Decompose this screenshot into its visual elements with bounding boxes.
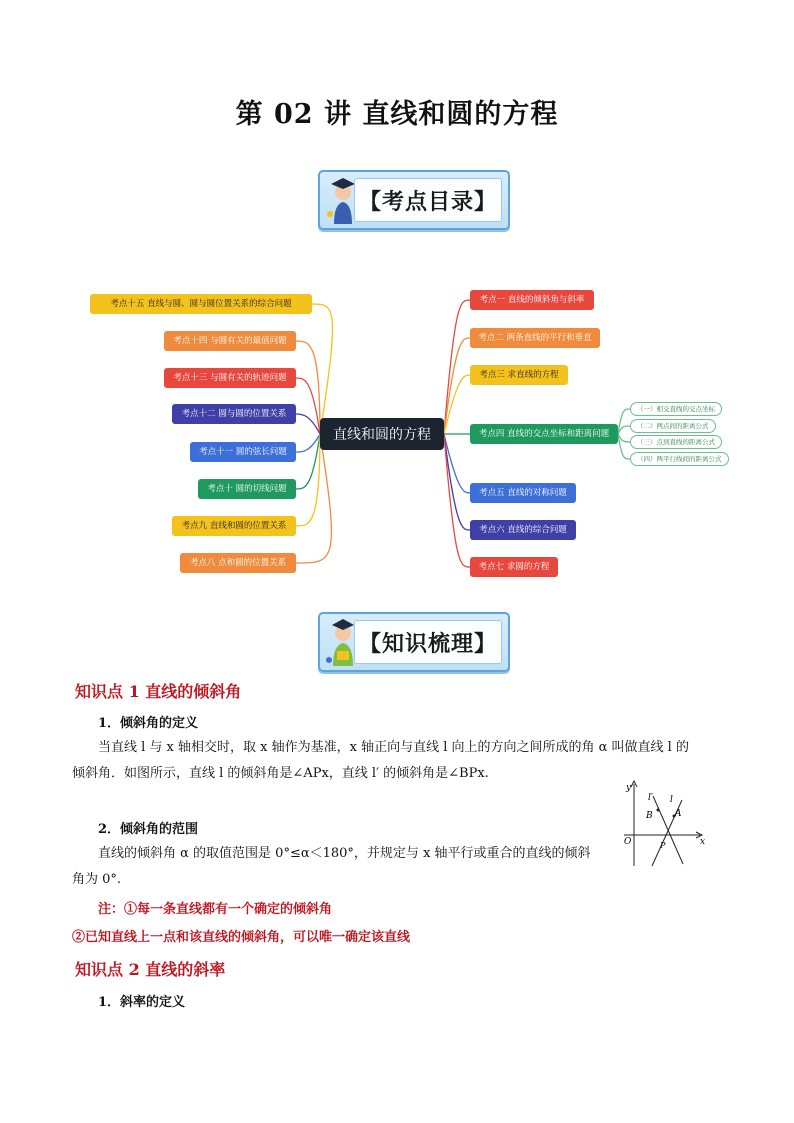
mindmap-node-13: 考点十三 与圆有关的轨迹问题: [164, 368, 296, 388]
mindmap-node-8: 考点八 点和圆的位置关系: [180, 553, 296, 573]
mindmap-subnode-2: （二）两点间的距离公式: [630, 419, 716, 433]
mindmap-node-1: 考点一 直线的倾斜角与斜率: [470, 290, 594, 310]
mindmap-node-12: 考点十二 圆与圆的位置关系: [172, 404, 296, 424]
line-l-label: l: [670, 795, 673, 805]
origin-label: O: [624, 837, 632, 847]
mindmap-node-9: 考点九 直线和圆的位置关系: [172, 516, 296, 536]
mindmap-node-2: 考点二 两条直线的平行和垂直: [470, 328, 600, 348]
mindmap-node-10: 考点十 圆的切线问题: [198, 479, 296, 499]
subsection-title: 1．倾斜角的定义: [98, 716, 199, 731]
note-line: 注：①每一条直线都有一个确定的倾斜角: [98, 902, 333, 917]
mindmap-subnode-4: （四）两平行线间的距离公式: [630, 452, 729, 466]
point-p-label: P: [660, 841, 666, 850]
mindmap-center: 直线和圆的方程: [320, 418, 444, 450]
mindmap-node-6: 考点六 直线的综合问题: [470, 520, 576, 540]
mindmap-subnode-1: （一）相交直线的交点坐标: [630, 402, 722, 416]
inclination-angle-figure: [620, 778, 710, 870]
banner-label: 【知识梳理】: [354, 620, 502, 664]
point-a-label: A: [675, 809, 682, 819]
mindmap-node-5: 考点五 直线的对称问题: [470, 483, 576, 503]
point-b-label: B: [646, 811, 653, 821]
subsection-title: 1．斜率的定义: [98, 995, 186, 1010]
paragraph-line: 角为 0°.: [72, 872, 122, 887]
mindmap-node-7: 考点七 求圆的方程: [470, 557, 558, 577]
paragraph-line: 当直线 l 与 x 轴相交时，取 x 轴作为基准，x 轴正向与直线 l 向上的方向之间所成的角 α 叫做直线 l 的: [98, 740, 689, 755]
mindmap-node-14: 考点十四 与圆有关的最值问题: [164, 331, 296, 351]
banner-label: 【考点目录】: [354, 178, 502, 222]
paragraph-line: 直线的倾斜角 α 的取值范围是 0°≤α＜180°，并规定与 x 轴平行或重合的直线的倾斜: [98, 846, 591, 861]
page-title: 第 02 讲 直线和圆的方程: [235, 99, 559, 130]
mindmap-node-4: 考点四 直线的交点坐标和距离问题: [470, 424, 618, 444]
section-banner-knowledge: [318, 612, 510, 672]
knowledge-point-2-heading: 知识点 2 直线的斜率: [75, 960, 226, 979]
line-l-prime-label: l′: [648, 793, 653, 803]
x-axis-label: x: [700, 837, 706, 847]
knowledge-point-1-heading: 知识点 1 直线的倾斜角: [75, 682, 242, 701]
subsection-title: 2．倾斜角的范围: [98, 822, 199, 837]
mindmap-node-3: 考点三 求直线的方程: [470, 365, 568, 385]
paragraph-line: 倾斜角．如图所示，直线 l 的倾斜角是∠APx，直线 l′ 的倾斜角是∠BPx.: [72, 766, 489, 781]
y-axis-label: y: [626, 783, 632, 793]
mindmap-node-11: 考点十一 圆的弦长问题: [190, 442, 296, 462]
note-line: ②已知直线上一点和该直线的倾斜角，可以唯一确定该直线: [72, 930, 411, 945]
mindmap-subnode-3: （三）点到直线的距离公式: [630, 435, 722, 449]
mindmap-node-15: 考点十五 直线与圆、圆与圆位置关系的综合问题: [90, 294, 312, 314]
